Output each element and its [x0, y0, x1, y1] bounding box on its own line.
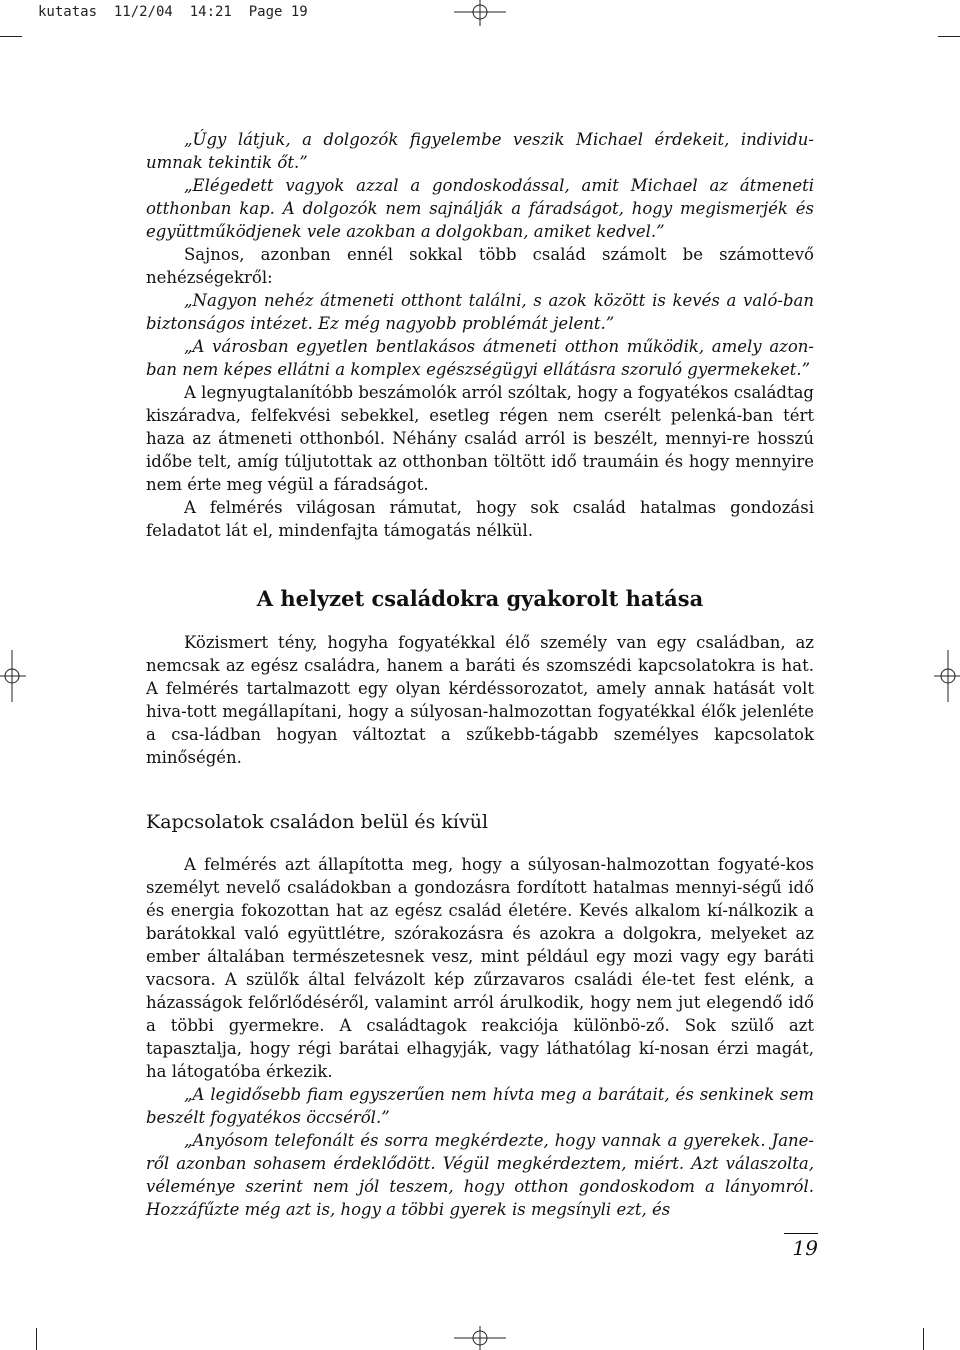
page-body	[146, 128, 814, 1221]
body-paragraph: A felmérés azt állapította meg, hogy a súlyosan-halmozottan fogyaté-kos személyt nevelő családokban a gondozásra fordított hatalmas mennyi-ségű idő és energia fokozottan hat az egész család életére. Kevés alkalom kí-nálkozik a barátokkal való együttlétre, szórakozásra és azokra a dolgokra, melyeket az ember általában természetesnek vesz, mint például egy mozi vagy egy baráti vacsora. A szülők által felvázolt kép zűrzavaros családi éle-tet fest elénk, a házasságok felőrlődéséről, valamint arról árulkodik, hogy nem jut elegendő idő a többi gyermekre. A családtagok reakciója különbö-ző. Sok szülő azt tapasztalja, hogy régi barátai elhagyják, vagy láthatólag kí-nosan érzi magát, ha látogatóba érkezik.	[146, 855, 814, 1081]
page-number-rule	[784, 1233, 818, 1234]
top-text-block	[146, 128, 814, 542]
quote-paragraph: „Úgy látjuk, a dolgozók figyelembe veszik Michael érdekeit, individu-umnak tekintik őt.”	[146, 130, 814, 172]
registration-mark-right	[934, 650, 960, 702]
page-number: 19	[792, 1236, 818, 1260]
subsection-heading: Kapcsolatok családon belül és kívül	[146, 811, 489, 833]
crop-mark-top-right	[938, 36, 960, 37]
body-paragraph: A felmérés világosan rámutat, hogy sok család hatalmas gondozási feladatot lát el, mindenfajta támogatás nélkül.	[146, 498, 814, 540]
registration-mark-left	[0, 650, 26, 702]
quote-paragraph: „A legidősebb fiam egyszerűen nem hívta meg a barátait, és senkinek sem beszélt fogyatékos öccséről.”	[146, 1085, 814, 1127]
bottom-text-block	[146, 853, 814, 1221]
body-paragraph: Sajnos, azonban ennél sokkal több család számolt be számottevő nehézségekről:	[146, 245, 814, 287]
crop-mark-top-left	[0, 36, 22, 37]
registration-mark-bottom	[454, 1326, 506, 1350]
quote-paragraph: „A városban egyetlen bentlakásos átmeneti otthon működik, amely azon-ban nem képes ellátni a komplex egészségügyi ellátásra szoruló gyermekeket.”	[146, 337, 814, 379]
body-paragraph: A legnyugtalanítóbb beszámolók arról szóltak, hogy a fogyatékos családtag kiszáradva, felfekvési sebekkel, esetleg régen nem cserélt pelenká-ban tért haza az átmeneti otthonból. Néhány család arról is beszélt, mennyi-re hosszú időbe telt, amíg túljutottak az otthonban töltött idő traumáin és hogy mennyire nem érte meg végül a fáradságot.	[146, 383, 814, 494]
print-slug: kutatas 11/2/04 14:21 Page 19	[38, 4, 308, 20]
crop-mark-bottom-left	[36, 1328, 37, 1350]
quote-paragraph: „Anyósom telefonált és sorra megkérdezte, hogy vannak a gyerekek. Jane-ről azonban sohasem érdeklődött. Végül megkérdeztem, miért. Azt válaszolta, véleménye szerint nem jól teszem, hogy otthon gondoskodom a lányomról. Hozzáfűzte még azt is, hogy a többi gyerek is megsínyli ezt, és	[146, 1131, 814, 1219]
section-paragraph: Közismert tény, hogyha fogyatékkal élő személy van egy családban, az nemcsak az egész családra, hanem a baráti és szomszédi kapcsolatokra is hat. A felmérés tartalmazott egy olyan kérdéssorozatot, amely annak hatását volt hiva-tott megállapítani, hogy a súlyosan-halmozottan fogyatékkal élők jelenléte a csa-ládban hogyan változtat a szűkebb-tágabb személyes kapcsolatok minőségén.	[146, 633, 814, 767]
registration-mark-top	[454, 0, 506, 26]
section-heading: A helyzet családokra gyakorolt hatása	[256, 586, 704, 611]
quote-paragraph: „Nagyon nehéz átmeneti otthont találni, s azok között is kevés a való-ban biztonságos intézet. Ez még nagyobb problémát jelent.”	[146, 291, 814, 333]
quote-paragraph: „Elégedett vagyok azzal a gondoskodással, amit Michael az átmeneti otthonban kap. A dolgozók nem sajnálják a fáradságot, hogy megismerjék és együttműködjenek vele azokban a dolgokban, amiket kedvel.”	[146, 176, 814, 241]
crop-mark-bottom-right	[923, 1328, 924, 1350]
